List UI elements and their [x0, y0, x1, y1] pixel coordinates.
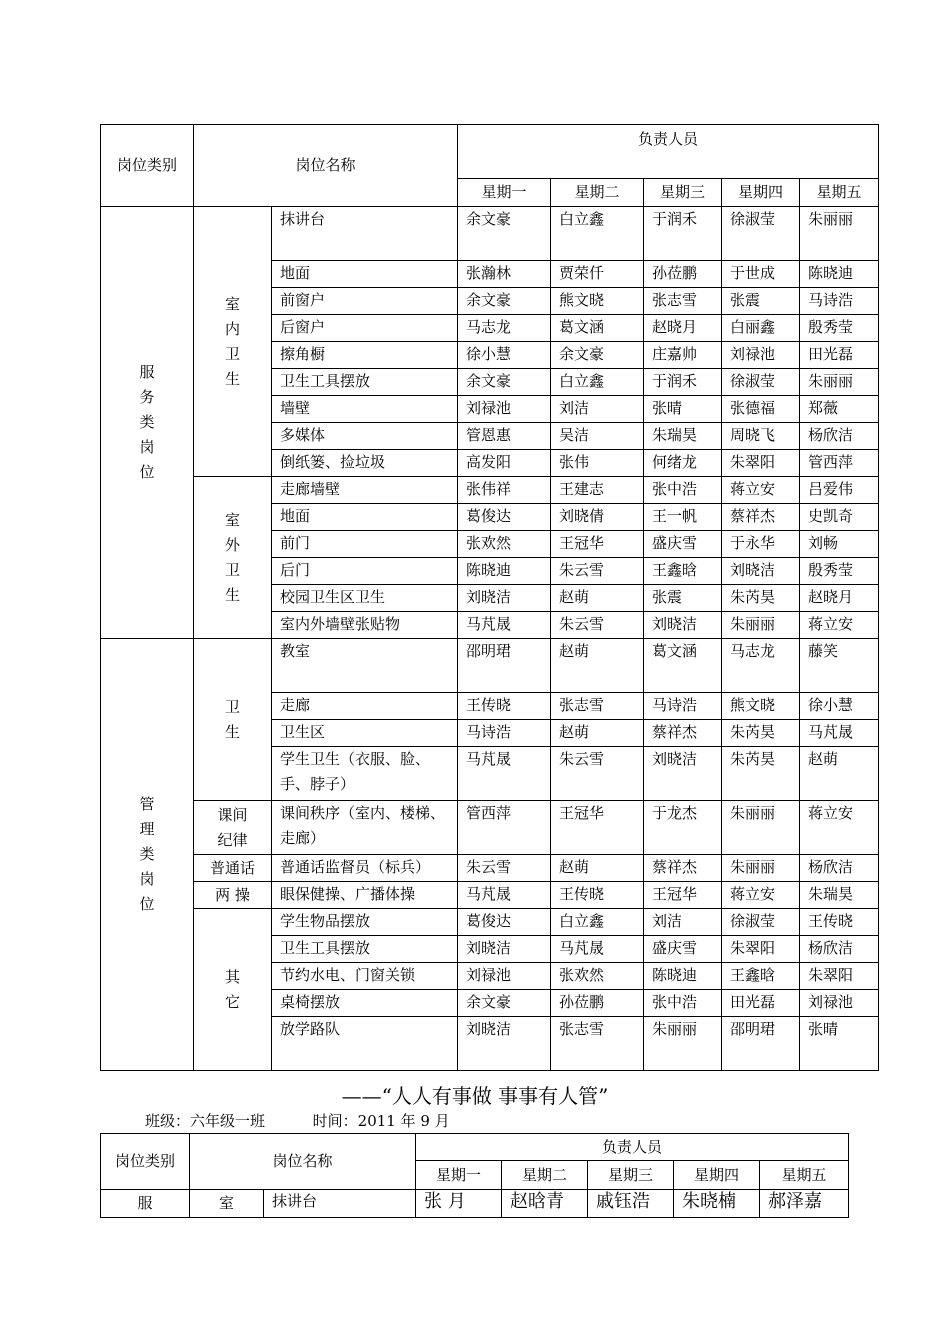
post-cell: 抹讲台: [272, 207, 458, 261]
header-post-name: 岗位名称: [194, 125, 458, 207]
person-cell: 张志雪: [551, 1017, 644, 1071]
person-cell: 殷秀莹: [800, 315, 879, 342]
person-cell: 王鑫晗: [722, 963, 800, 990]
post-cell: 桌椅摆放: [272, 990, 458, 1017]
person-cell: 刘晓洁: [644, 747, 722, 801]
person-cell: 马芃晟: [458, 612, 551, 639]
post-cell: 节约水电、门窗关锁: [272, 963, 458, 990]
post-cell: 卫生工具摆放: [272, 369, 458, 396]
person-cell: 朱翠阳: [800, 963, 879, 990]
subgroup-cell: [194, 207, 272, 477]
person-cell: 马芃晟: [800, 720, 879, 747]
person-cell: 盛庆雪: [644, 531, 722, 558]
person-cell: 田光磊: [722, 990, 800, 1017]
person-cell: 于龙杰: [644, 801, 722, 855]
person-cell: 葛俊达: [458, 909, 551, 936]
person-cell: 赵晓月: [800, 585, 879, 612]
person-cell: 徐小慧: [800, 693, 879, 720]
person-cell: 蔡祥杰: [644, 855, 722, 882]
header-day: 星期一: [458, 179, 551, 207]
person-cell: 张瀚林: [458, 261, 551, 288]
person-cell: 赵萌: [551, 639, 644, 693]
person-cell: 于润禾: [644, 207, 722, 261]
person-cell: 殷秀莹: [800, 558, 879, 585]
person-cell: 刘晓洁: [458, 585, 551, 612]
person-cell: 白立鑫: [551, 369, 644, 396]
post-cell: 地面: [272, 504, 458, 531]
person-cell: 高发阳: [458, 450, 551, 477]
person-cell: 贾荣仟: [551, 261, 644, 288]
post-cell: 学生物品摆放: [272, 909, 458, 936]
person-cell: 陈晓迪: [800, 261, 879, 288]
person-cell: 葛文涵: [644, 639, 722, 693]
person-cell: 朱云雪: [551, 747, 644, 801]
person-cell: 张志雪: [551, 693, 644, 720]
person-cell: 马诗浩: [458, 720, 551, 747]
category-cell: [101, 639, 194, 1071]
subgroup-label: 卫生: [224, 697, 240, 741]
header-day: 星期二: [502, 1161, 588, 1190]
person-cell: 张伟祥: [458, 477, 551, 504]
header-post-name: 岗位名称: [190, 1134, 416, 1190]
subgroup-label: 室内卫生: [224, 294, 240, 388]
person-cell: 郝泽嘉: [760, 1190, 849, 1218]
person-cell: 余文豪: [551, 342, 644, 369]
header-category: 岗位类别: [101, 1134, 190, 1190]
post-cell: 前门: [272, 531, 458, 558]
post-cell: 室内外墙壁张贴物: [272, 612, 458, 639]
header-day: 星期四: [722, 179, 800, 207]
person-cell: 赵萌: [551, 855, 644, 882]
person-cell: 管西萍: [458, 801, 551, 855]
table-row: [101, 855, 879, 882]
person-cell: 赵萌: [551, 720, 644, 747]
header-responsible: 负责人员: [458, 125, 879, 179]
person-cell: 庄嘉帅: [644, 342, 722, 369]
person-cell: 徐小慧: [458, 342, 551, 369]
person-cell: 田光磊: [800, 342, 879, 369]
duty-table: [100, 124, 879, 1071]
person-cell: 朱云雪: [458, 855, 551, 882]
person-cell: 王冠华: [551, 531, 644, 558]
person-cell: 王建志: [551, 477, 644, 504]
person-cell: 蒋立安: [800, 801, 879, 855]
post-cell: 教室: [272, 639, 458, 693]
person-cell: 朱丽丽: [800, 369, 879, 396]
person-cell: 刘禄池: [800, 990, 879, 1017]
category-label: 服务类岗位: [139, 363, 155, 481]
person-cell: 张欢然: [551, 963, 644, 990]
person-cell: 吕爱伟: [800, 477, 879, 504]
person-cell: 刘晓洁: [458, 936, 551, 963]
person-cell: 管恩惠: [458, 423, 551, 450]
category-label: 管理类岗位: [139, 795, 155, 913]
subgroup-label: 其它: [224, 967, 240, 1011]
person-cell: 史凯奇: [800, 504, 879, 531]
post-cell: 倒纸篓、捡垃圾: [272, 450, 458, 477]
person-cell: 朱翠阳: [722, 450, 800, 477]
header-day: 星期三: [588, 1161, 674, 1190]
person-cell: 管西萍: [800, 450, 879, 477]
person-cell: 戚钰浩: [588, 1190, 674, 1218]
person-cell: 刘禄池: [458, 396, 551, 423]
post-cell: 校园卫生区卫生: [272, 585, 458, 612]
person-cell: 余文豪: [458, 288, 551, 315]
person-cell: 于永华: [722, 531, 800, 558]
subgroup-cell: [194, 909, 272, 1071]
person-cell: 马芃晟: [458, 747, 551, 801]
post-cell: 地面: [272, 261, 458, 288]
person-cell: 王冠华: [644, 882, 722, 909]
post-cell: 卫生区: [272, 720, 458, 747]
person-cell: 杨欣洁: [800, 423, 879, 450]
subgroup-cell: [194, 477, 272, 639]
table-row: [101, 477, 879, 504]
person-cell: 马芃晟: [551, 936, 644, 963]
person-cell: 蒋立安: [722, 477, 800, 504]
person-cell: 邵明珺: [458, 639, 551, 693]
person-cell: 朱芮昊: [722, 747, 800, 801]
post-cell: 擦角橱: [272, 342, 458, 369]
person-cell: 朱晓楠: [674, 1190, 760, 1218]
post-cell: 放学路队: [272, 1017, 458, 1071]
table-row: [101, 207, 879, 261]
post-cell: 学生卫生（衣服、脸、手、脖子）: [272, 747, 458, 801]
person-cell: 吴洁: [551, 423, 644, 450]
person-cell: 朱瑞昊: [800, 882, 879, 909]
person-cell: 刘洁: [644, 909, 722, 936]
person-cell: 余文豪: [458, 207, 551, 261]
person-cell: 熊文晓: [722, 693, 800, 720]
post-cell: 课间秩序（室内、楼梯、走廊）: [272, 801, 458, 855]
person-cell: 周晓飞: [722, 423, 800, 450]
post-cell: 墙壁: [272, 396, 458, 423]
category-cell: 服: [101, 1190, 190, 1218]
header-category: 岗位类别: [101, 125, 194, 207]
subgroup-cell: [194, 801, 272, 855]
person-cell: 于润禾: [644, 369, 722, 396]
person-cell: 张志雪: [644, 288, 722, 315]
person-cell: 刘晓洁: [458, 1017, 551, 1071]
person-cell: 孙莅鹏: [551, 990, 644, 1017]
table-row: [101, 882, 879, 909]
person-cell: 何绪龙: [644, 450, 722, 477]
person-cell: 徐淑莹: [722, 207, 800, 261]
subgroup-cell: [194, 639, 272, 801]
post-cell: 普通话监督员（标兵）: [272, 855, 458, 882]
person-cell: 朱芮昊: [722, 720, 800, 747]
person-cell: 徐淑莹: [722, 369, 800, 396]
post-cell: 眼保健操、广播体操: [272, 882, 458, 909]
person-cell: 马芃晟: [458, 882, 551, 909]
subgroup-label: 室外卫生: [224, 510, 240, 604]
person-cell: 朱丽丽: [644, 1017, 722, 1071]
person-cell: 葛文涵: [551, 315, 644, 342]
subgroup-label: 两 操: [215, 885, 250, 904]
class-info: 班级：六年级一班 时间：2011 年 9 月: [145, 1112, 450, 1130]
header-day: 星期一: [416, 1161, 502, 1190]
person-cell: 朱云雪: [551, 558, 644, 585]
person-cell: 王传晓: [458, 693, 551, 720]
post-cell: 走廊: [272, 693, 458, 720]
person-cell: 马诗浩: [644, 693, 722, 720]
header-responsible: 负责人员: [416, 1134, 849, 1161]
person-cell: 王一帆: [644, 504, 722, 531]
person-cell: 张欢然: [458, 531, 551, 558]
post-cell: 后门: [272, 558, 458, 585]
person-cell: 余文豪: [458, 990, 551, 1017]
person-cell: 盛庆雪: [644, 936, 722, 963]
person-cell: 蔡祥杰: [722, 504, 800, 531]
person-cell: 张德福: [722, 396, 800, 423]
person-cell: 朱丽丽: [722, 801, 800, 855]
subgroup-cell: [194, 855, 272, 882]
table-row: [101, 639, 879, 693]
person-cell: 邵明珺: [722, 1017, 800, 1071]
person-cell: 刘畅: [800, 531, 879, 558]
subgroup-cell: [194, 882, 272, 909]
post-cell: 后窗户: [272, 315, 458, 342]
person-cell: 刘禄池: [722, 342, 800, 369]
person-cell: 刘晓洁: [722, 558, 800, 585]
post-cell: 多媒体: [272, 423, 458, 450]
person-cell: 蒋立安: [800, 612, 879, 639]
header-day: 星期三: [644, 179, 722, 207]
person-cell: 刘禄池: [458, 963, 551, 990]
duty-table-2: [100, 1133, 849, 1218]
header-day: 星期四: [674, 1161, 760, 1190]
person-cell: 朱丽丽: [800, 207, 879, 261]
person-cell: 马诗浩: [800, 288, 879, 315]
person-cell: 王传晓: [551, 882, 644, 909]
person-cell: 王冠华: [551, 801, 644, 855]
person-cell: 马志龙: [722, 639, 800, 693]
person-cell: 赵晓月: [644, 315, 722, 342]
person-cell: 蔡祥杰: [644, 720, 722, 747]
person-cell: 刘晓倩: [551, 504, 644, 531]
header-day: 星期五: [800, 179, 879, 207]
person-cell: 藤笑: [800, 639, 879, 693]
person-cell: 杨欣洁: [800, 855, 879, 882]
person-cell: 熊文晓: [551, 288, 644, 315]
person-cell: 白立鑫: [551, 909, 644, 936]
person-cell: 白立鑫: [551, 207, 644, 261]
person-cell: 张晴: [800, 1017, 879, 1071]
person-cell: 陈晓迪: [644, 963, 722, 990]
person-cell: 张震: [722, 288, 800, 315]
person-cell: 余文豪: [458, 369, 551, 396]
person-cell: 张震: [644, 585, 722, 612]
person-cell: 朱丽丽: [722, 612, 800, 639]
person-cell: 赵萌: [551, 585, 644, 612]
person-cell: 张晴: [644, 396, 722, 423]
subgroup-cell: 室: [190, 1190, 264, 1218]
person-cell: 赵萌: [800, 747, 879, 801]
person-cell: 马志龙: [458, 315, 551, 342]
person-cell: 赵晗青: [502, 1190, 588, 1218]
person-cell: 徐淑莹: [722, 909, 800, 936]
person-cell: 王传晓: [800, 909, 879, 936]
person-cell: 蒋立安: [722, 882, 800, 909]
person-cell: 葛俊达: [458, 504, 551, 531]
person-cell: 张 月: [416, 1190, 502, 1218]
person-cell: 朱芮昊: [722, 585, 800, 612]
post-cell: 走廊墙壁: [272, 477, 458, 504]
person-cell: 朱瑞昊: [644, 423, 722, 450]
post-cell: 抹讲台: [264, 1190, 416, 1218]
person-cell: 刘洁: [551, 396, 644, 423]
header-day: 星期五: [760, 1161, 849, 1190]
person-cell: 白丽鑫: [722, 315, 800, 342]
person-cell: 郑薇: [800, 396, 879, 423]
person-cell: 于世成: [722, 261, 800, 288]
person-cell: 刘晓洁: [644, 612, 722, 639]
person-cell: 朱翠阳: [722, 936, 800, 963]
person-cell: 孙莅鹏: [644, 261, 722, 288]
person-cell: 朱云雪: [551, 612, 644, 639]
category-cell: [101, 207, 194, 639]
person-cell: 陈晓迪: [458, 558, 551, 585]
person-cell: 张中浩: [644, 990, 722, 1017]
header-day: 星期二: [551, 179, 644, 207]
person-cell: 张中浩: [644, 477, 722, 504]
person-cell: 张伟: [551, 450, 644, 477]
person-cell: 朱丽丽: [722, 855, 800, 882]
subgroup-label: 课间纪律: [217, 805, 248, 849]
table-row: [101, 801, 879, 855]
slogan-title: ——“人人有事做 事事有人管”: [341, 1084, 609, 1108]
person-cell: 杨欣洁: [800, 936, 879, 963]
subgroup-label: 普通话: [209, 858, 255, 877]
table-row: [101, 909, 879, 936]
post-cell: 卫生工具摆放: [272, 936, 458, 963]
person-cell: 王鑫晗: [644, 558, 722, 585]
post-cell: 前窗户: [272, 288, 458, 315]
